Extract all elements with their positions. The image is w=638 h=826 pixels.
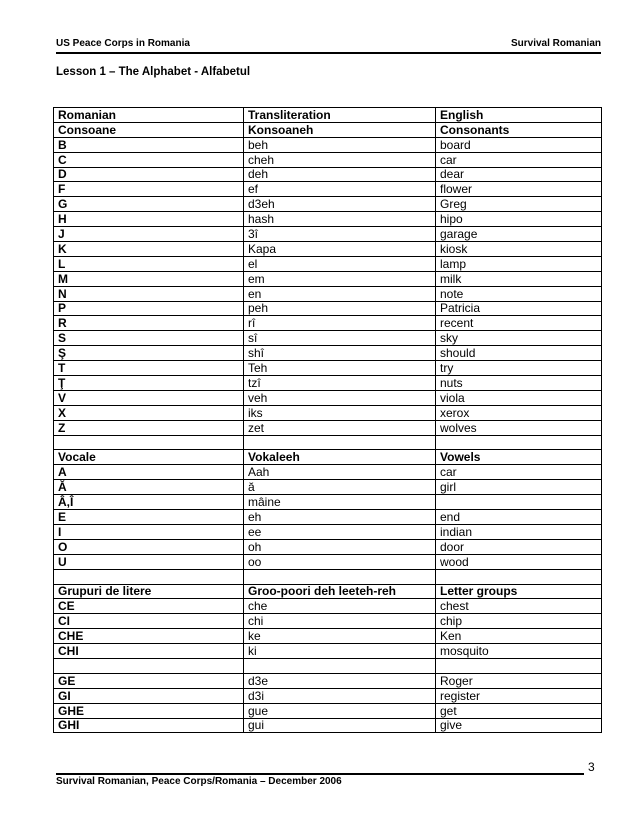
cell-transliteration: d3i <box>244 688 436 703</box>
cell-romanian: H <box>54 212 244 227</box>
cell-transliteration: Groo-poori deh leeteh-reh <box>244 584 436 599</box>
cell-transliteration: sî <box>244 331 436 346</box>
table-row <box>54 614 602 629</box>
cell-transliteration: deh <box>244 167 436 182</box>
cell-romanian: D <box>54 167 244 182</box>
footer-text: Survival Romanian, Peace Corps/Romania – December 2006 <box>56 776 342 787</box>
cell-transliteration: shî <box>244 346 436 361</box>
table-row <box>54 361 602 376</box>
table-row <box>54 495 602 510</box>
header-left-text: US Peace Corps in Romania <box>56 38 190 49</box>
table-row <box>54 539 602 554</box>
cell-english <box>436 495 602 510</box>
cell-english: Consonants <box>436 122 602 137</box>
table-row <box>54 271 602 286</box>
table-row <box>54 644 602 659</box>
table-row <box>54 197 602 212</box>
cell-romanian: GHE <box>54 703 244 718</box>
cell-romanian: C <box>54 152 244 167</box>
cell-transliteration: ă <box>244 480 436 495</box>
cell-english: car <box>436 152 602 167</box>
cell-romanian: J <box>54 227 244 242</box>
alphabet-table-body <box>54 108 602 733</box>
cell-english: lamp <box>436 256 602 271</box>
cell-english: English <box>436 108 602 123</box>
table-row <box>54 718 602 733</box>
cell-english: milk <box>436 271 602 286</box>
table-row <box>54 524 602 539</box>
cell-transliteration: ki <box>244 644 436 659</box>
cell-romanian <box>54 569 244 584</box>
cell-transliteration: tzî <box>244 376 436 391</box>
cell-transliteration: mâine <box>244 495 436 510</box>
cell-transliteration: ke <box>244 629 436 644</box>
lesson-title: Lesson 1 – The Alphabet - Alfabetul <box>56 66 251 78</box>
table-blank-row <box>54 435 602 450</box>
cell-romanian: N <box>54 286 244 301</box>
cell-transliteration: d3e <box>244 673 436 688</box>
cell-transliteration: gue <box>244 703 436 718</box>
cell-english: Greg <box>436 197 602 212</box>
table-blank-row <box>54 569 602 584</box>
cell-english: Ken <box>436 629 602 644</box>
table-row <box>54 554 602 569</box>
cell-english: kiosk <box>436 242 602 257</box>
cell-romanian: GI <box>54 688 244 703</box>
cell-romanian: Vocale <box>54 450 244 465</box>
cell-romanian: GE <box>54 673 244 688</box>
table-row <box>54 405 602 420</box>
cell-romanian: Ă <box>54 480 244 495</box>
cell-english: hipo <box>436 212 602 227</box>
cell-english: wolves <box>436 420 602 435</box>
cell-romanian: L <box>54 256 244 271</box>
cell-romanian: R <box>54 316 244 331</box>
table-row <box>54 331 602 346</box>
cell-english: chest <box>436 599 602 614</box>
cell-transliteration: zet <box>244 420 436 435</box>
page-number: 3 <box>588 760 595 774</box>
cell-romanian: Ş <box>54 346 244 361</box>
cell-romanian: CHI <box>54 644 244 659</box>
cell-english: chip <box>436 614 602 629</box>
cell-romanian: A <box>54 465 244 480</box>
cell-transliteration <box>244 435 436 450</box>
table-row <box>54 465 602 480</box>
cell-english: register <box>436 688 602 703</box>
cell-transliteration: beh <box>244 137 436 152</box>
table-row <box>54 256 602 271</box>
cell-english <box>436 569 602 584</box>
cell-english: end <box>436 510 602 525</box>
cell-transliteration: gui <box>244 718 436 733</box>
cell-transliteration: Kapa <box>244 242 436 257</box>
table-section-row <box>54 122 602 137</box>
cell-transliteration: eh <box>244 510 436 525</box>
cell-english: car <box>436 465 602 480</box>
cell-transliteration: ef <box>244 182 436 197</box>
cell-transliteration: cheh <box>244 152 436 167</box>
table-section-row <box>54 108 602 123</box>
cell-english: nuts <box>436 376 602 391</box>
table-row <box>54 242 602 257</box>
cell-romanian: V <box>54 390 244 405</box>
table-row <box>54 301 602 316</box>
cell-english: try <box>436 361 602 376</box>
cell-transliteration: en <box>244 286 436 301</box>
cell-transliteration: Aah <box>244 465 436 480</box>
table-row <box>54 480 602 495</box>
cell-transliteration: Vokaleeh <box>244 450 436 465</box>
cell-english: give <box>436 718 602 733</box>
table-row <box>54 212 602 227</box>
cell-transliteration: Konsoaneh <box>244 122 436 137</box>
cell-english: Roger <box>436 673 602 688</box>
table-row <box>54 182 602 197</box>
cell-transliteration: iks <box>244 405 436 420</box>
table-row <box>54 688 602 703</box>
cell-english: Patricia <box>436 301 602 316</box>
cell-transliteration: d3eh <box>244 197 436 212</box>
cell-transliteration: 3î <box>244 227 436 242</box>
cell-english <box>436 658 602 673</box>
cell-english: xerox <box>436 405 602 420</box>
cell-romanian: I <box>54 524 244 539</box>
cell-transliteration: oh <box>244 539 436 554</box>
cell-romanian <box>54 435 244 450</box>
cell-english: Vowels <box>436 450 602 465</box>
cell-english: sky <box>436 331 602 346</box>
cell-romanian: CI <box>54 614 244 629</box>
cell-english <box>436 435 602 450</box>
cell-romanian: GHI <box>54 718 244 733</box>
table-row <box>54 346 602 361</box>
cell-english: door <box>436 539 602 554</box>
cell-transliteration: Teh <box>244 361 436 376</box>
footer-rule <box>56 773 584 775</box>
table-row <box>54 137 602 152</box>
cell-english: board <box>436 137 602 152</box>
cell-romanian: O <box>54 539 244 554</box>
cell-transliteration: ee <box>244 524 436 539</box>
table-row <box>54 673 602 688</box>
cell-romanian: Ţ <box>54 376 244 391</box>
table-row <box>54 420 602 435</box>
table-row <box>54 629 602 644</box>
header-right-text: Survival Romanian <box>510 38 601 49</box>
table-section-row <box>54 584 602 599</box>
cell-romanian: Grupuri de litere <box>54 584 244 599</box>
cell-romanian: X <box>54 405 244 420</box>
cell-romanian: Romanian <box>54 108 244 123</box>
cell-romanian: F <box>54 182 244 197</box>
cell-romanian: CE <box>54 599 244 614</box>
cell-english: note <box>436 286 602 301</box>
cell-transliteration: che <box>244 599 436 614</box>
table-row <box>54 510 602 525</box>
cell-transliteration: el <box>244 256 436 271</box>
cell-romanian: S <box>54 331 244 346</box>
cell-english: dear <box>436 167 602 182</box>
cell-romanian: Â,Î <box>54 495 244 510</box>
table-section-row <box>54 450 602 465</box>
cell-english: should <box>436 346 602 361</box>
cell-english: indian <box>436 524 602 539</box>
page-header <box>56 37 601 54</box>
table-row <box>54 376 602 391</box>
cell-english: recent <box>436 316 602 331</box>
cell-romanian: E <box>54 510 244 525</box>
cell-english: flower <box>436 182 602 197</box>
cell-romanian: G <box>54 197 244 212</box>
cell-transliteration: hash <box>244 212 436 227</box>
cell-english: viola <box>436 390 602 405</box>
cell-romanian: Z <box>54 420 244 435</box>
cell-romanian: U <box>54 554 244 569</box>
cell-transliteration: oo <box>244 554 436 569</box>
table-row <box>54 599 602 614</box>
table-row <box>54 390 602 405</box>
table-blank-row <box>54 658 602 673</box>
cell-romanian <box>54 658 244 673</box>
cell-english: wood <box>436 554 602 569</box>
cell-transliteration: chi <box>244 614 436 629</box>
cell-english: garage <box>436 227 602 242</box>
cell-english: Letter groups <box>436 584 602 599</box>
cell-romanian: T <box>54 361 244 376</box>
table-row <box>54 152 602 167</box>
cell-transliteration: veh <box>244 390 436 405</box>
cell-transliteration: peh <box>244 301 436 316</box>
table-row <box>54 167 602 182</box>
cell-transliteration: Transliteration <box>244 108 436 123</box>
table-row <box>54 316 602 331</box>
cell-romanian: M <box>54 271 244 286</box>
table-row <box>54 286 602 301</box>
table-row <box>54 227 602 242</box>
cell-transliteration: rî <box>244 316 436 331</box>
table-row <box>54 703 602 718</box>
cell-transliteration <box>244 658 436 673</box>
alphabet-table <box>53 107 602 733</box>
cell-romanian: K <box>54 242 244 257</box>
cell-transliteration <box>244 569 436 584</box>
cell-transliteration: em <box>244 271 436 286</box>
cell-romanian: B <box>54 137 244 152</box>
cell-romanian: CHE <box>54 629 244 644</box>
cell-english: mosquito <box>436 644 602 659</box>
cell-romanian: Consoane <box>54 122 244 137</box>
cell-english: girl <box>436 480 602 495</box>
cell-romanian: P <box>54 301 244 316</box>
cell-english: get <box>436 703 602 718</box>
